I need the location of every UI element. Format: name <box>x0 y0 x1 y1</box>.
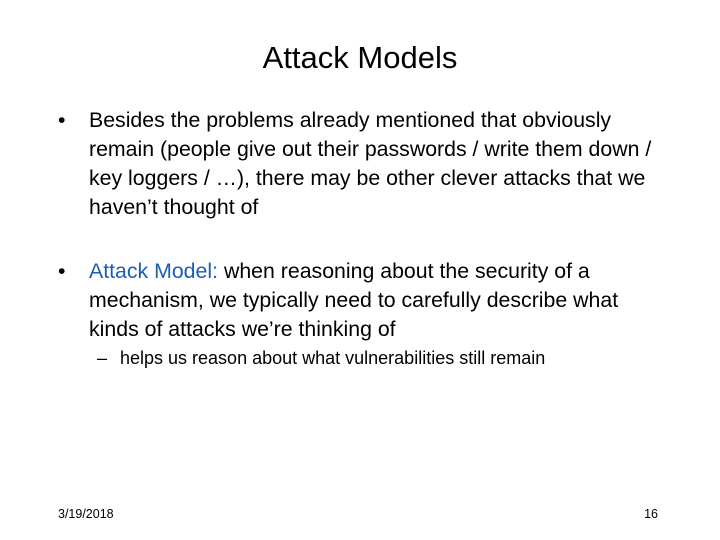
bullet-marker: • <box>58 259 66 283</box>
bullet-item <box>58 257 668 344</box>
page-number: 16 <box>644 507 658 521</box>
sub-bullet-item <box>97 346 657 370</box>
footer-date: 3/19/2018 <box>58 507 114 521</box>
bullet-text: Besides the problems already mentioned that obviously remain (people give out their passwords / write them down / key loggers / …), there may be other clever attacks that we haven’t thought of <box>89 108 652 219</box>
sub-bullet-text: helps us reason about what vulnerabilities still remain <box>120 348 546 368</box>
bullet-term: Attack Model: <box>89 259 219 283</box>
bullet-text: when reasoning about the security of a mechanism, we typically need to carefully describe what kinds of attacks we’re thinking of <box>89 259 619 341</box>
sub-bullet-marker: – <box>97 348 108 368</box>
bullet-marker: • <box>58 108 66 132</box>
slide-title: Attack Models <box>262 40 458 75</box>
bullet-item <box>58 106 668 222</box>
bullet-text-container <box>89 257 668 344</box>
